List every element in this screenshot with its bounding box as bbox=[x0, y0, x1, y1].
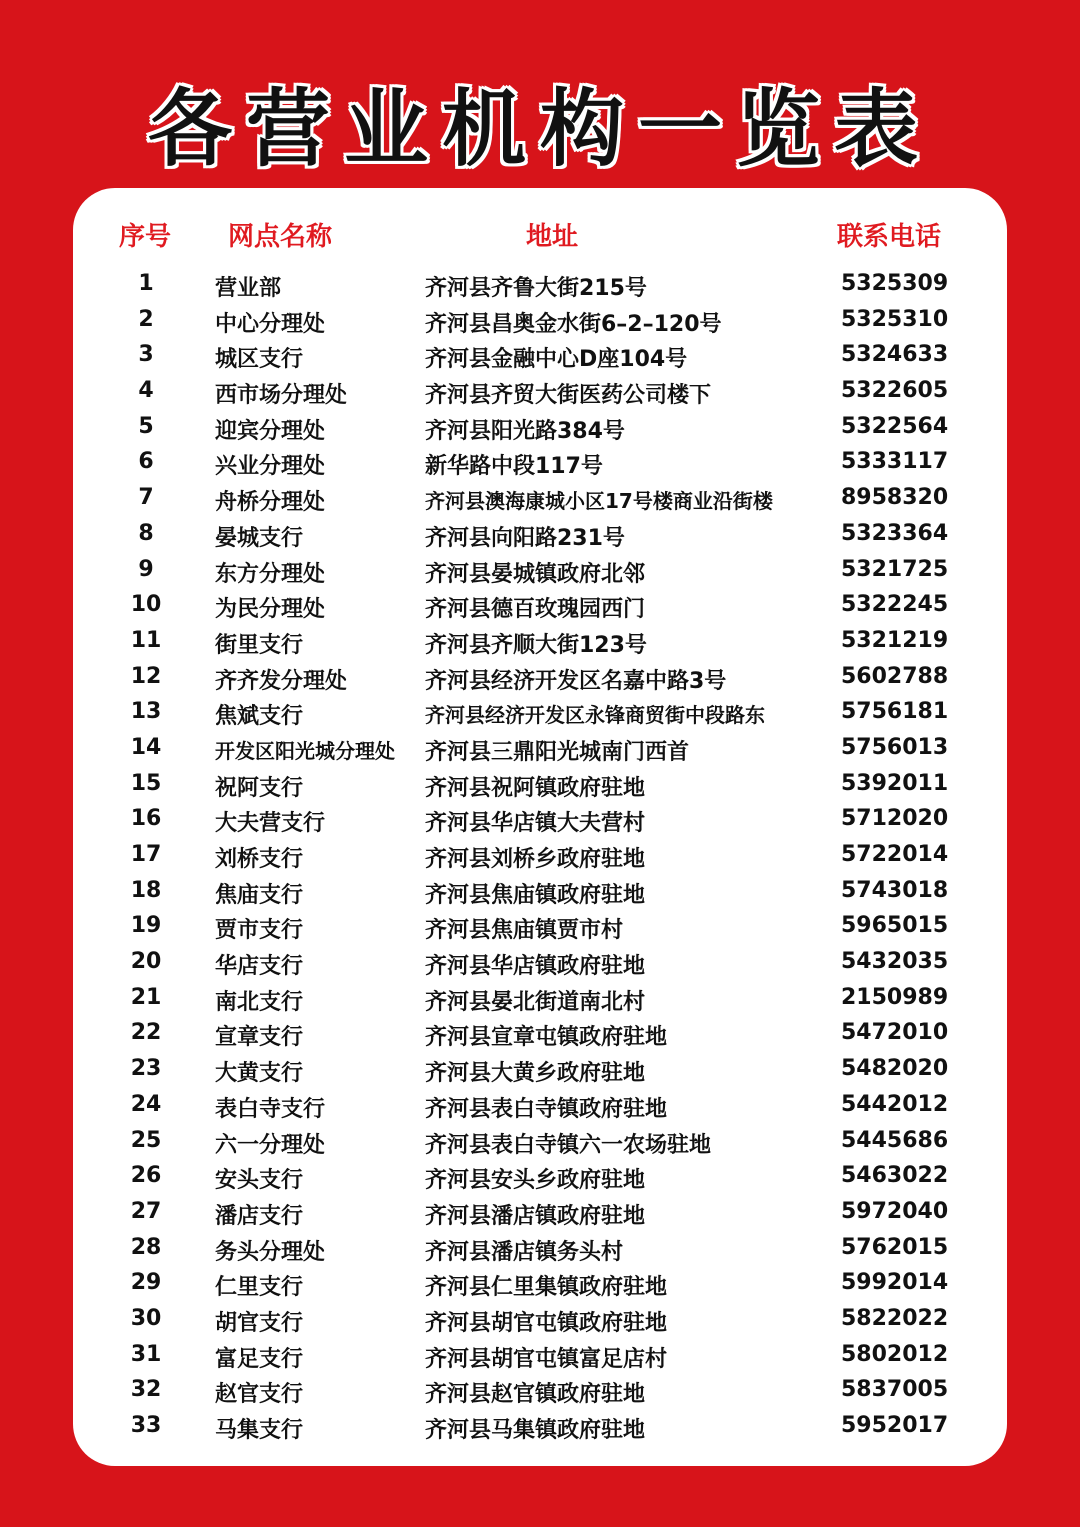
row-number: 20 bbox=[130, 949, 162, 975]
row-number: 32 bbox=[130, 1377, 162, 1403]
row-number: 33 bbox=[130, 1413, 162, 1438]
branch-phone: 5322245 bbox=[841, 592, 949, 618]
branch-address: 齐河县刘桥乡政府驻地 bbox=[425, 847, 646, 872]
row-number: 12 bbox=[130, 663, 162, 689]
table-row bbox=[73, 910, 1007, 946]
table-row bbox=[73, 625, 1007, 661]
table-row bbox=[73, 1017, 1007, 1053]
table-row bbox=[73, 482, 1007, 518]
branch-phone: 5325309 bbox=[841, 271, 949, 296]
branch-phone: 5965015 bbox=[841, 913, 949, 939]
table-row bbox=[73, 1303, 1007, 1339]
row-number: 14 bbox=[130, 734, 162, 760]
branch-name: 赵官支行 bbox=[215, 1382, 304, 1408]
branch-name: 中心分理处 bbox=[215, 311, 326, 337]
branch-name: 务头分理处 bbox=[215, 1239, 326, 1265]
branch-address: 齐河县胡官屯镇政府驻地 bbox=[425, 1310, 668, 1336]
branch-phone: 5762015 bbox=[841, 1234, 949, 1260]
branch-name: 祝阿支行 bbox=[215, 775, 304, 801]
branch-name: 南北支行 bbox=[215, 989, 304, 1015]
branch-address: 齐河县仁里集镇政府驻地 bbox=[425, 1275, 668, 1301]
row-number: 19 bbox=[130, 913, 162, 939]
branch-address: 齐河县焦庙镇政府驻地 bbox=[425, 882, 646, 908]
branch-address: 齐河县经济开发区名嘉中路3号 bbox=[425, 668, 727, 694]
branch-name: 焦斌支行 bbox=[215, 704, 304, 730]
branch-name: 大夫营支行 bbox=[215, 811, 326, 837]
branch-phone: 5756181 bbox=[841, 699, 949, 725]
row-number: 9 bbox=[138, 556, 154, 582]
branch-phone: 5321725 bbox=[841, 556, 949, 582]
table-row bbox=[73, 946, 1007, 982]
branch-address: 齐河县华店镇政府驻地 bbox=[425, 954, 646, 980]
table-row bbox=[73, 554, 1007, 590]
row-number: 11 bbox=[130, 627, 162, 653]
table-row bbox=[73, 375, 1007, 411]
branch-phone: 5722014 bbox=[841, 842, 949, 867]
branch-phone: 5463022 bbox=[841, 1163, 949, 1189]
header-name: 网点名称 bbox=[228, 222, 333, 252]
header-address: 地址 bbox=[526, 222, 579, 252]
branch-phone: 5322605 bbox=[841, 378, 949, 404]
row-number: 6 bbox=[138, 449, 154, 475]
branch-address: 齐河县向阳路231号 bbox=[425, 525, 625, 551]
branch-name: 潘店支行 bbox=[215, 1203, 304, 1229]
branch-address: 齐河县德百玫瑰园西门 bbox=[425, 597, 646, 623]
branch-name: 东方分理处 bbox=[215, 561, 326, 587]
branch-phone: 5392011 bbox=[841, 770, 949, 796]
table-row bbox=[73, 339, 1007, 375]
row-number: 28 bbox=[130, 1234, 162, 1260]
branch-phone: 5837005 bbox=[841, 1377, 949, 1403]
branch-name: 焦庙支行 bbox=[215, 882, 304, 908]
branch-phone: 5952017 bbox=[841, 1413, 949, 1438]
row-number: 17 bbox=[130, 842, 162, 867]
branch-address: 齐河县潘店镇务头村 bbox=[425, 1239, 624, 1265]
branch-name: 大黄支行 bbox=[215, 1061, 304, 1087]
branch-phone: 5324633 bbox=[841, 342, 949, 368]
branch-phone: 5321219 bbox=[841, 627, 949, 653]
header-phone: 联系电话 bbox=[837, 222, 942, 252]
branch-name: 宣章支行 bbox=[215, 1025, 304, 1051]
table-row bbox=[73, 589, 1007, 625]
branch-table-card bbox=[73, 188, 1007, 1466]
table-row bbox=[73, 1089, 1007, 1125]
branch-name: 营业部 bbox=[215, 276, 282, 301]
branch-name: 安头支行 bbox=[215, 1168, 304, 1194]
branch-address: 齐河县晏城镇政府北邻 bbox=[425, 561, 646, 587]
branch-address: 齐河县阳光路384号 bbox=[425, 418, 625, 444]
table-row bbox=[73, 1339, 1007, 1375]
branch-phone: 5442012 bbox=[841, 1091, 949, 1117]
branch-phone: 5472010 bbox=[841, 1020, 949, 1046]
branch-name: 开发区阳光城分理处 bbox=[215, 738, 395, 763]
branch-address: 齐河县昌奥金水街6–2–120号 bbox=[425, 311, 722, 337]
branch-phone: 5802012 bbox=[841, 1341, 949, 1367]
row-number: 26 bbox=[130, 1163, 162, 1189]
branch-phone: 5432035 bbox=[841, 949, 949, 975]
table-header bbox=[73, 216, 1007, 258]
table-row bbox=[73, 1267, 1007, 1303]
branch-address: 齐河县三鼎阳光城南门西首 bbox=[425, 739, 690, 765]
branch-address: 齐河县马集镇政府驻地 bbox=[425, 1418, 646, 1443]
branch-name: 华店支行 bbox=[215, 954, 304, 980]
branch-name: 街里支行 bbox=[215, 632, 304, 658]
table-row bbox=[73, 518, 1007, 554]
branch-phone: 5322564 bbox=[841, 413, 949, 439]
branch-phone: 8958320 bbox=[841, 485, 949, 511]
branch-address: 齐河县赵官镇政府驻地 bbox=[425, 1382, 646, 1408]
row-number: 25 bbox=[130, 1127, 162, 1153]
branch-phone: 5333117 bbox=[841, 449, 949, 475]
row-number: 24 bbox=[130, 1091, 162, 1117]
row-number: 1 bbox=[138, 271, 154, 296]
branch-name: 仁里支行 bbox=[215, 1275, 304, 1301]
table-row bbox=[73, 803, 1007, 839]
branch-phone: 5325310 bbox=[841, 306, 949, 332]
branch-address: 齐河县潘店镇政府驻地 bbox=[425, 1203, 646, 1229]
header-no: 序号 bbox=[119, 222, 172, 252]
branch-address: 齐河县胡官屯镇富足店村 bbox=[425, 1346, 668, 1372]
row-number: 18 bbox=[130, 877, 162, 903]
branch-phone: 5756013 bbox=[841, 734, 949, 760]
branch-address: 齐河县经济开发区永锋商贸街中段路东 bbox=[425, 703, 765, 728]
row-number: 27 bbox=[130, 1198, 162, 1224]
table-row bbox=[73, 839, 1007, 875]
branch-name: 六一分理处 bbox=[215, 1132, 326, 1158]
branch-address: 齐河县齐贸大街医药公司楼下 bbox=[425, 383, 712, 409]
page-title: 各营业机构一览表 bbox=[147, 80, 932, 178]
branch-address: 齐河县华店镇大夫营村 bbox=[425, 811, 646, 837]
table-row bbox=[73, 1374, 1007, 1410]
branch-phone: 5482020 bbox=[841, 1056, 949, 1082]
branch-address: 齐河县晏北街道南北村 bbox=[425, 989, 646, 1015]
row-number: 4 bbox=[138, 378, 154, 404]
branch-phone: 5445686 bbox=[841, 1127, 949, 1153]
branch-address: 齐河县宣章屯镇政府驻地 bbox=[425, 1025, 668, 1051]
branch-name: 舟桥分理处 bbox=[215, 490, 326, 516]
table-row bbox=[73, 696, 1007, 732]
row-number: 10 bbox=[130, 592, 162, 618]
table-row bbox=[73, 411, 1007, 447]
branch-address: 齐河县金融中心D座104号 bbox=[425, 347, 688, 373]
branch-phone: 5972040 bbox=[841, 1198, 949, 1224]
row-number: 3 bbox=[138, 342, 154, 368]
branch-name: 城区支行 bbox=[215, 347, 304, 373]
branch-name: 迎宾分理处 bbox=[215, 418, 326, 444]
table-row bbox=[73, 875, 1007, 911]
row-number: 22 bbox=[130, 1020, 162, 1046]
table-row bbox=[73, 446, 1007, 482]
row-number: 31 bbox=[130, 1341, 162, 1367]
branch-address: 齐河县齐鲁大街215号 bbox=[425, 276, 647, 301]
table-row bbox=[73, 661, 1007, 697]
branch-name: 胡官支行 bbox=[215, 1310, 304, 1336]
table-row bbox=[73, 1410, 1007, 1446]
row-number: 30 bbox=[130, 1305, 162, 1331]
branch-name: 马集支行 bbox=[215, 1418, 304, 1443]
branch-address: 齐河县表白寺镇政府驻地 bbox=[425, 1096, 668, 1122]
branch-name: 贾市支行 bbox=[215, 918, 304, 944]
branch-phone: 5743018 bbox=[841, 877, 949, 903]
table-row bbox=[73, 1160, 1007, 1196]
branch-phone: 5712020 bbox=[841, 806, 949, 832]
branch-address: 齐河县澳海康城小区17号楼商业沿街楼 bbox=[425, 489, 773, 514]
branch-phone: 5602788 bbox=[841, 663, 949, 689]
branch-name: 为民分理处 bbox=[215, 597, 326, 623]
branch-name: 晏城支行 bbox=[215, 525, 304, 551]
branch-phone: 2150989 bbox=[841, 984, 949, 1010]
row-number: 13 bbox=[130, 699, 162, 725]
table-body bbox=[73, 268, 1007, 1446]
branch-address: 齐河县安头乡政府驻地 bbox=[425, 1168, 646, 1194]
branch-address: 齐河县大黄乡政府驻地 bbox=[425, 1061, 646, 1087]
branch-name: 表白寺支行 bbox=[215, 1096, 326, 1122]
table-row bbox=[73, 268, 1007, 304]
branch-address: 齐河县表白寺镇六一农场驻地 bbox=[425, 1132, 712, 1158]
row-number: 5 bbox=[138, 413, 154, 439]
row-number: 16 bbox=[130, 806, 162, 832]
branch-address: 齐河县祝阿镇政府驻地 bbox=[425, 775, 646, 801]
row-number: 7 bbox=[138, 485, 154, 511]
branch-phone: 5822022 bbox=[841, 1305, 949, 1331]
branch-name: 刘桥支行 bbox=[215, 847, 304, 872]
table-row bbox=[73, 768, 1007, 804]
table-row bbox=[73, 1053, 1007, 1089]
table-row bbox=[73, 304, 1007, 340]
row-number: 2 bbox=[138, 306, 154, 332]
branch-name: 齐齐发分理处 bbox=[215, 668, 348, 694]
branch-name: 富足支行 bbox=[215, 1346, 304, 1372]
branch-address: 新华路中段117号 bbox=[425, 454, 603, 480]
table-row bbox=[73, 732, 1007, 768]
table-row bbox=[73, 982, 1007, 1018]
branch-phone: 5323364 bbox=[841, 520, 949, 546]
table-row bbox=[73, 1232, 1007, 1268]
branch-address: 齐河县齐顺大街123号 bbox=[425, 632, 647, 658]
branch-name: 西市场分理处 bbox=[215, 383, 348, 409]
row-number: 8 bbox=[138, 520, 154, 546]
row-number: 23 bbox=[130, 1056, 162, 1082]
branch-phone: 5992014 bbox=[841, 1270, 949, 1296]
branch-address: 齐河县焦庙镇贾市村 bbox=[425, 918, 624, 944]
row-number: 29 bbox=[130, 1270, 162, 1296]
table-row bbox=[73, 1196, 1007, 1232]
table-row bbox=[73, 1125, 1007, 1161]
row-number: 21 bbox=[130, 984, 162, 1010]
branch-name: 兴业分理处 bbox=[215, 454, 326, 480]
row-number: 15 bbox=[130, 770, 162, 796]
